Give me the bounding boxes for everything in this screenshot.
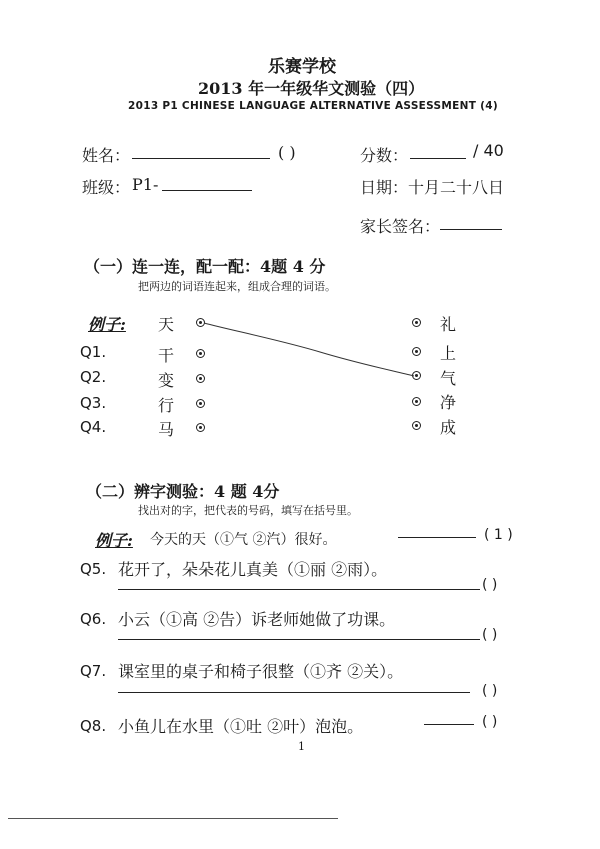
q5-label: Q5.	[80, 560, 107, 578]
right-connect-dot[interactable]	[412, 371, 421, 380]
example-sentence: 今天的天（①气 ②汽）很好。	[150, 532, 337, 548]
class-prefix: P1-	[132, 175, 159, 194]
left-char: 干	[158, 346, 175, 365]
left-connect-dot[interactable]	[196, 318, 205, 327]
left-char: 变	[158, 371, 175, 390]
right-connect-dot[interactable]	[412, 421, 421, 430]
right-connect-dot[interactable]	[412, 347, 421, 356]
parent-signature-field[interactable]	[440, 229, 502, 230]
q7-sentence: 课室里的桌子和椅子很整（①齐 ②关）。	[118, 662, 404, 681]
example-label: 例子:	[88, 315, 126, 334]
example-answer: ( 1 )	[484, 527, 513, 543]
class-label: 班级：	[82, 178, 131, 197]
q1-label: Q1.	[80, 343, 107, 361]
name-label: 姓名：	[82, 146, 131, 165]
q2-label: Q2.	[80, 368, 107, 386]
right-connect-dot[interactable]	[412, 397, 421, 406]
q5-answer-field[interactable]: ( )	[482, 577, 498, 593]
q4-label: Q4.	[80, 418, 107, 436]
school-name: 乐赛学校	[268, 57, 336, 77]
right-char: 上	[440, 344, 457, 363]
score-field[interactable]	[410, 158, 466, 159]
q7-label: Q7.	[80, 662, 107, 680]
page-title: 2013 年一年级华文测验（四）	[198, 79, 425, 98]
section2-instruction: 找出对的字，把代表的号码，填写在括号里。	[138, 504, 358, 517]
q8-label: Q8.	[80, 717, 107, 735]
left-connect-dot[interactable]	[196, 349, 205, 358]
bottom-rule	[8, 818, 338, 819]
q6-answer-leader	[118, 639, 480, 640]
q8-sentence: 小鱼儿在水里（①吐 ②叶）泡泡。	[118, 717, 364, 736]
left-connect-dot[interactable]	[196, 374, 205, 383]
left-connect-dot[interactable]	[196, 399, 205, 408]
q3-label: Q3.	[80, 394, 107, 412]
q6-answer-field[interactable]: ( )	[482, 627, 498, 643]
right-char: 礼	[440, 315, 457, 334]
section1-heading: （一）连一连，配一配：4题 4 分	[84, 257, 326, 276]
example-answer-leader	[398, 537, 476, 538]
right-char: 净	[440, 393, 457, 412]
q6-sentence: 小云（①高 ②告）诉老师她做了功课。	[118, 610, 396, 629]
q7-answer-field[interactable]: ( )	[482, 683, 498, 699]
q5-answer-leader	[118, 589, 480, 590]
section1-instruction: 把两边的词语连起来，组成合理的词语。	[138, 280, 336, 293]
left-connect-dot[interactable]	[196, 423, 205, 432]
parent-signature-label: 家长签名：	[360, 217, 441, 236]
page-subtitle: 2013 P1 CHINESE LANGUAGE ALTERNATIVE ASSESSMENT (4)	[128, 100, 498, 112]
q5-sentence: 花开了，朵朵花儿真美（①丽 ②雨）。	[118, 560, 388, 579]
q8-answer-leader	[424, 724, 474, 725]
page-number: 1	[298, 740, 305, 753]
left-char: 行	[158, 396, 175, 415]
index-number-field[interactable]: ( )	[278, 143, 296, 162]
right-char: 成	[440, 418, 457, 437]
date-label: 日期：十月二十八日	[360, 178, 505, 197]
name-field[interactable]	[132, 158, 270, 159]
class-field[interactable]	[162, 190, 252, 191]
right-char: 气	[440, 369, 457, 388]
left-char: 天	[158, 315, 175, 334]
right-connect-dot[interactable]	[412, 318, 421, 327]
q7-answer-leader	[118, 692, 470, 693]
q6-label: Q6.	[80, 610, 107, 628]
section2-heading: （二）辨字测验：4 题 4分	[86, 482, 280, 501]
q8-answer-field[interactable]: ( )	[482, 714, 498, 730]
example-label: 例子:	[95, 531, 133, 550]
score-total: / 40	[473, 141, 504, 160]
score-label: 分数：	[360, 146, 409, 165]
left-char: 马	[158, 420, 175, 439]
